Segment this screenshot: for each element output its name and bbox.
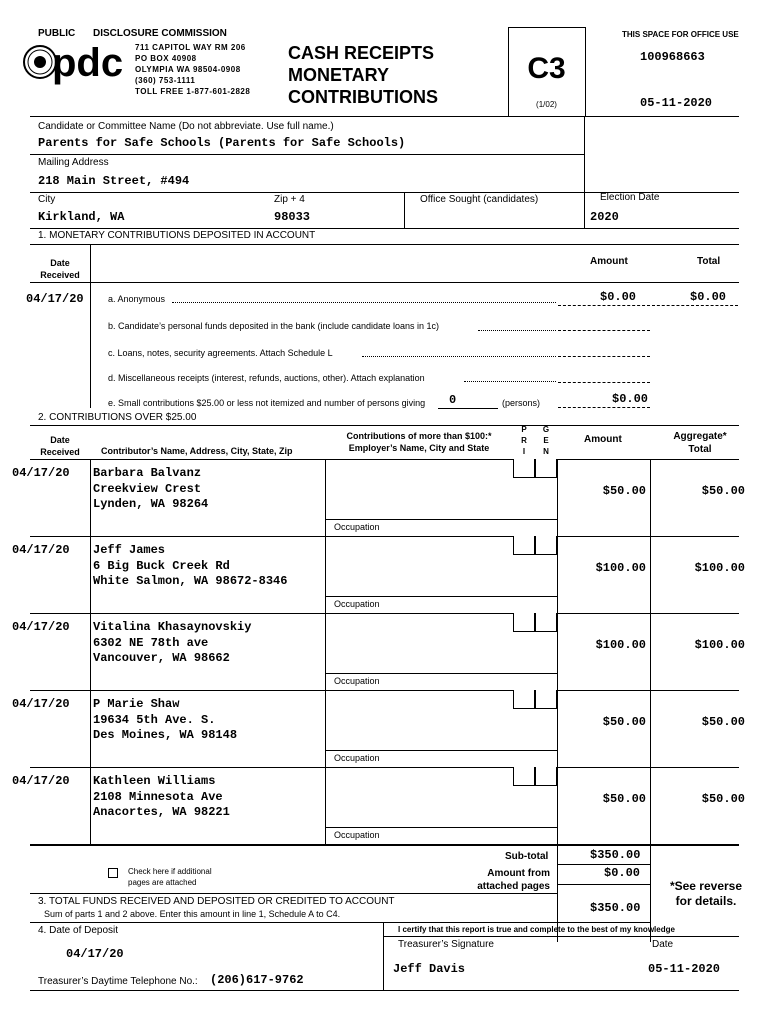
section2-heading: 2. CONTRIBUTIONS OVER $25.00 xyxy=(38,412,197,423)
committee-name-label: Candidate or Committee Name (Do not abbreviate. Use full name.) xyxy=(38,121,334,132)
aggregate-total: $50.00 xyxy=(701,484,745,498)
general-checkbox[interactable] xyxy=(535,767,557,786)
contribution-date: 04/17/20 xyxy=(12,466,70,480)
deposit-date-label: 4. Date of Deposit xyxy=(38,925,119,936)
contributor-city-state-zip: Vancouver, WA 98662 xyxy=(93,651,230,665)
aggregate-total: $100.00 xyxy=(694,561,745,575)
s1-total-header: Total xyxy=(697,256,721,267)
contribution-date: 04/17/20 xyxy=(12,774,70,788)
s2-contributor-header: Contributor’s Name, Address, City, State, Zip xyxy=(101,446,293,456)
primary-checkbox[interactable] xyxy=(513,613,535,632)
city-label: City xyxy=(38,194,56,205)
contributor-address: 2108 Minnesota Ave xyxy=(93,789,223,804)
s2-aggregate-header xyxy=(662,430,738,456)
treasurer-phone-label: Treasurer’s Daytime Telephone No.: xyxy=(38,976,198,987)
committee-name: Parents for Safe Schools (Parents for Safe Schools) xyxy=(38,136,406,150)
s2-general-header xyxy=(536,424,556,457)
s2-primary-header-letter: I xyxy=(522,447,526,456)
s2-general-header-letter: G xyxy=(542,425,550,434)
contributor-address: 19634 5th Ave. S. xyxy=(93,712,216,727)
pdc-logo xyxy=(22,40,132,88)
s1-line-a-amount: $0.00 xyxy=(600,290,637,304)
s1-persons-label: (persons) xyxy=(502,398,541,408)
occupation-label: Occupation xyxy=(334,599,380,609)
additional-pages-label-line: pages are attached xyxy=(128,878,197,887)
treasurer-name: Jeff Davis xyxy=(393,962,466,976)
office-sought-label: Office Sought (candidates) xyxy=(420,194,539,205)
signature-date: 05-11-2020 xyxy=(648,962,721,976)
contributor-city-state-zip: Lynden, WA 98264 xyxy=(93,497,209,511)
s1-date-header-line: Received xyxy=(40,270,80,280)
aggregate-total: $50.00 xyxy=(701,715,745,729)
additional-pages-label-line: Check here if additional xyxy=(128,867,212,876)
general-checkbox[interactable] xyxy=(535,690,557,709)
signature-date-label: Date xyxy=(652,939,674,950)
address-line: PO BOX 40908 xyxy=(135,54,197,63)
see-reverse-note-line: for details. xyxy=(675,894,737,908)
general-checkbox[interactable] xyxy=(535,613,557,632)
contributor-name: Vitalina Khasaynovskiy xyxy=(93,620,252,634)
contribution-date: 04/17/20 xyxy=(12,620,70,634)
contributor-address: 6 Big Buck Creek Rd xyxy=(93,558,230,573)
deposit-date: 04/17/20 xyxy=(66,947,124,961)
s1-date: 04/17/20 xyxy=(26,292,84,306)
treasurer-phone: (206)617-9762 xyxy=(210,973,304,987)
section1-heading: 1. MONETARY CONTRIBUTIONS DEPOSITED IN ACCOUNT xyxy=(38,230,316,241)
contributor-city-state-zip: White Salmon, WA 98672-8346 xyxy=(93,574,288,588)
occupation-label: Occupation xyxy=(334,830,380,840)
s2-over100-header-line: Contributions of more than $100:* xyxy=(346,431,492,441)
s1-total: $0.00 xyxy=(690,290,727,304)
election-date: 2020 xyxy=(590,210,619,224)
primary-checkbox[interactable] xyxy=(513,690,535,709)
form-code: C3 xyxy=(527,52,566,85)
occupation-label: Occupation xyxy=(334,676,380,686)
s1-line-b: b. Candidate’s personal funds deposited in the bank (include candidate loans in 1c) xyxy=(108,321,440,331)
s1-line-a: a. Anonymous xyxy=(108,294,166,304)
contribution-date: 04/17/20 xyxy=(12,543,70,557)
additional-pages-checkbox[interactable] xyxy=(108,868,118,878)
aggregate-total: $100.00 xyxy=(694,638,745,652)
primary-checkbox[interactable] xyxy=(513,767,535,786)
s2-over100-header xyxy=(330,430,508,454)
election-date-label: Election Date xyxy=(600,192,660,203)
contributor-name: P Marie Shaw xyxy=(93,697,180,711)
contributor-info xyxy=(93,620,251,667)
s2-aggregate-header-line: Aggregate* xyxy=(673,431,727,442)
contributor-city-state-zip: Anacortes, WA 98221 xyxy=(93,805,230,819)
s2-general-header-letter: N xyxy=(543,447,549,456)
address-line: 711 CAPITOL WAY RM 206 xyxy=(135,43,246,52)
s1-date-header-line: Date xyxy=(50,258,70,268)
s2-over100-header-line: Employer’s Name, City and State xyxy=(348,443,490,453)
section3-total: $350.00 xyxy=(590,901,641,915)
s2-aggregate-header-line: Total xyxy=(688,444,712,455)
s2-primary-header-letter: R xyxy=(521,436,527,445)
certify-statement: I certify that this report is true and complete to the best of my knowledge xyxy=(398,925,675,934)
s2-date-header-line: Date xyxy=(50,435,70,445)
s2-amount-header: Amount xyxy=(584,434,622,445)
see-reverse-note xyxy=(664,879,748,909)
attached-amount: $0.00 xyxy=(604,866,641,880)
mailing-address: 218 Main Street, #494 xyxy=(38,174,190,188)
subtotal-amount: $350.00 xyxy=(590,848,641,862)
s1-date-header xyxy=(30,257,90,281)
s1-line-e-amount: $0.00 xyxy=(612,392,649,406)
address-line: TOLL FREE 1-877-601-2828 xyxy=(135,87,251,96)
address-line: OLYMPIA WA 98504-0908 xyxy=(135,65,241,74)
form-title-line: CASH RECEIPTS xyxy=(288,43,435,63)
occupation-label: Occupation xyxy=(334,522,380,532)
section3-heading: 3. TOTAL FUNDS RECEIVED AND DEPOSITED OR CREDITED TO ACCOUNT xyxy=(38,896,395,907)
address-line: (360) 753-1111 xyxy=(135,76,196,85)
contribution-date: 04/17/20 xyxy=(12,697,70,711)
s2-primary-header xyxy=(514,424,534,457)
see-reverse-note-line: *See reverse xyxy=(669,879,743,893)
form-title-line: MONETARY xyxy=(288,65,389,85)
s2-date-header-line: Received xyxy=(40,447,80,457)
zip: 98033 xyxy=(274,210,311,224)
contributor-address: Creekview Crest xyxy=(93,481,202,496)
subtotal-label: Sub-total xyxy=(505,851,549,862)
s1-persons-count: 0 xyxy=(449,393,457,407)
s2-date-header xyxy=(30,434,90,458)
section3-subtext: Sum of parts 1 and 2 above. Enter this amount in line 1, Schedule A to C4. xyxy=(44,909,341,919)
contributor-name: Barbara Balvanz xyxy=(93,466,202,480)
additional-pages-label xyxy=(128,866,212,888)
contributor-address: 6302 NE 78th ave xyxy=(93,635,209,650)
general-checkbox[interactable] xyxy=(535,536,557,555)
agency-address xyxy=(135,42,250,97)
form-title-line: CONTRIBUTIONS xyxy=(288,87,438,107)
office-date: 05-11-2020 xyxy=(640,96,713,110)
office-id: 100968663 xyxy=(640,50,705,64)
s1-line-d: d. Miscellaneous receipts (interest, refunds, auctions, other). Attach explanation xyxy=(108,373,425,383)
s1-line-e: e. Small contributions $25.00 or less not itemized and number of persons giving xyxy=(108,398,426,408)
form-revision: (1/02) xyxy=(536,100,557,109)
agency-name-left: PUBLIC xyxy=(38,28,76,39)
attached-label xyxy=(470,867,550,893)
attached-label-line: attached pages xyxy=(477,881,550,892)
contributor-name: Jeff James xyxy=(93,543,166,557)
logo-lettering: pdc xyxy=(52,41,124,85)
contributor-name: Kathleen Williams xyxy=(93,774,216,788)
contributor-info xyxy=(93,466,208,513)
contributor-info xyxy=(93,774,230,821)
contribution-amount: $100.00 xyxy=(595,561,646,575)
general-checkbox[interactable] xyxy=(535,459,557,478)
treasurer-signature-label: Treasurer’s Signature xyxy=(398,939,494,950)
primary-checkbox[interactable] xyxy=(513,536,535,555)
s1-line-c: c. Loans, notes, security agreements. Attach Schedule L xyxy=(108,348,333,358)
contribution-amount: $50.00 xyxy=(602,715,646,729)
zip-label: Zip + 4 xyxy=(274,194,305,205)
contribution-amount: $50.00 xyxy=(602,792,646,806)
s2-general-header-letter: E xyxy=(543,436,549,445)
form-title xyxy=(288,42,438,108)
contributor-info xyxy=(93,697,237,744)
contributor-info xyxy=(93,543,287,590)
s2-primary-header-letter: P xyxy=(521,425,527,434)
attached-label-line: Amount from xyxy=(487,868,550,879)
city: Kirkland, WA xyxy=(38,210,125,224)
s1-amount-header: Amount xyxy=(590,256,628,267)
contribution-amount: $50.00 xyxy=(602,484,646,498)
contribution-amount: $100.00 xyxy=(595,638,646,652)
mailing-address-label: Mailing Address xyxy=(38,157,109,168)
agency-name-right: DISCLOSURE COMMISSION xyxy=(93,28,227,39)
contributor-city-state-zip: Des Moines, WA 98148 xyxy=(93,728,238,742)
occupation-label: Occupation xyxy=(334,753,380,763)
primary-checkbox[interactable] xyxy=(513,459,535,478)
office-use-label: THIS SPACE FOR OFFICE USE xyxy=(622,30,739,39)
aggregate-total: $50.00 xyxy=(701,792,745,806)
